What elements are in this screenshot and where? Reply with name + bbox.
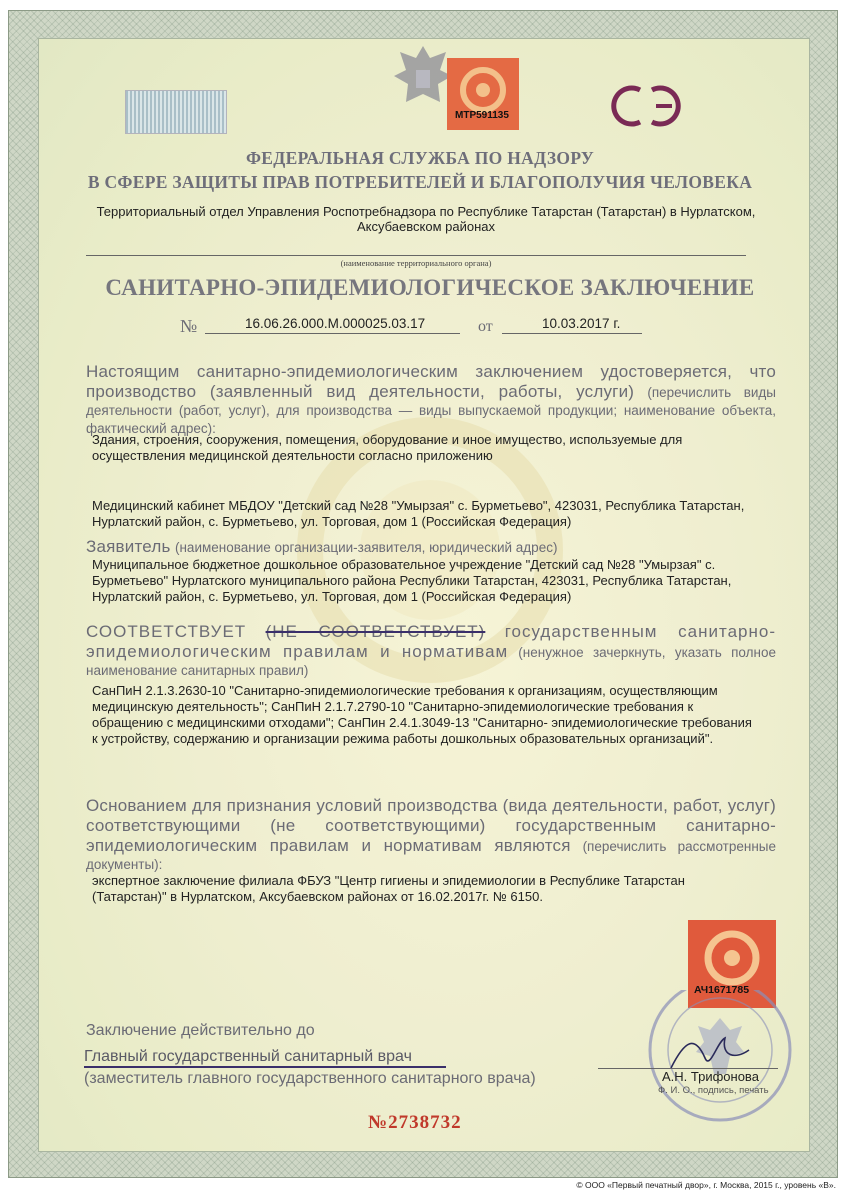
signatory-name: А.Н. Трифонова (662, 1069, 759, 1084)
applicant-value: Муниципальное бюджетное дошкольное образовательное учреждение "Детский сад №28 "Умырзая" с. Бурметьево" Нурлатского муниципального района Республики Татарстан, 423031, Республика Татарстан, Нурлатский район, с. Бурметьево, ул. Торговая, дом 1 (Российская Федерация) (92, 557, 732, 604)
conformity-statement (86, 622, 776, 680)
certificate-number: 16.06.26.000.М.000025.03.17 (245, 316, 426, 331)
date-label: от (478, 318, 493, 335)
se-logo-icon (610, 82, 686, 130)
basis-text: Основанием для признания условий производства (вида деятельности, работ, услуг) соответствующими (не соответствующими) государственным санитарно-эпидемиологическим правилам и нормативам являются (86, 796, 776, 855)
header-line-2: В СФЕРЕ ЗАЩИТЫ ПРАВ ПОТРЕБИТЕЛЕЙ И БЛАГОПОЛУЧИЯ ЧЕЛОВЕКА (87, 172, 753, 192)
not-complies-label: (НЕ СООТВЕТСТВУЕТ) (265, 622, 486, 641)
conformity-note: (ненужное зачеркнуть, указать полное наименование санитарных правил) (86, 645, 776, 678)
hologram-bottom-code: АЧ1671785 (694, 984, 750, 996)
sanitary-rules: СанПиН 2.1.3.2630-10 "Санитарно-эпидемиологические требования к организациям, осуществляющим медицинскую деятельность"; СанПиН 2.1.7.2790-10 "Санитарно-эпидемиологические требования к обращению с медицинскими отходами"; СанПин 2.4.1.3049-13 "Санитарно- эпидемиологические требования к устройству, содержанию и организации режима работы дошкольных образовательных организаций". (92, 683, 752, 746)
basis-note: (перечислить рассмотренные документы): (86, 839, 776, 872)
conformity-logo (610, 82, 686, 130)
position-underline (84, 1066, 446, 1068)
conformity-rest: государственным санитарно-эпидемиологическим правилам и нормативам (86, 622, 776, 661)
object-address: Медицинский кабинет МБДОУ "Детский сад №28 "Умырзая" с. Бурметьево", 423031, Республика Татарстан, Нурлатский район, с. Бурметьево, ул. Торговая, дом 1 (Российская Федерация) (92, 498, 745, 529)
blank-serial-number: №2738732 (368, 1112, 462, 1133)
basis-value: экспертное заключение филиала ФБУЗ "Центр гигиены и эпидемиологии в Республике Татарстан (Татарстан)" в Нурлатском, Аксубаевском районах от 16.02.2017г. № 6150. (92, 873, 685, 904)
organ-caption: (наименование территориального органа) (340, 258, 492, 268)
number-underline (205, 333, 460, 334)
signatory-position-alt: (заместитель главного государственного санитарного врача) (84, 1070, 536, 1087)
date-underline (502, 333, 642, 334)
printer-imprint: © ООО «Первый печатный двор», г. Москва, 2015 г., уровень «В». (576, 1180, 836, 1190)
applicant-heading (86, 537, 766, 557)
header-line-1: ФЕДЕРАЛЬНАЯ СЛУЖБА ПО НАДЗОРУ (245, 148, 595, 168)
certify-note: (перечислить виды деятельности (работ, услуг), для производства — виды выпускаемой продукции; наименование объекта, фактический адрес): (86, 385, 777, 436)
hologram-sticker-top (447, 58, 519, 130)
basis-statement (86, 796, 776, 874)
validity-label: Заключение действительно до (86, 1022, 315, 1039)
applicant-label: Заявитель (86, 537, 171, 556)
territorial-organ: Территориальный отдел Управления Роспотребнадзора по Республике Татарстан (Татарстан) в Нурлатском, Аксубаевском районах (96, 204, 756, 234)
signature-caption: Ф. И. О., подпись, печать (658, 1085, 769, 1096)
applicant-note: (наименование организации-заявителя, юридический адрес) (174, 540, 558, 555)
document-title: САНИТАРНО-ЭПИДЕМИОЛОГИЧЕСКОЕ ЗАКЛЮЧЕНИЕ (105, 275, 755, 300)
activity-description: Здания, строения, сооружения, помещения, оборудование и иное имущество, используемые для осуществления медицинской деятельности согласно приложению (92, 432, 683, 463)
number-label: № (180, 316, 198, 336)
organ-underline (86, 255, 746, 256)
hologram-top-code: МТР591135 (455, 110, 509, 121)
security-hologram-strip (125, 90, 227, 134)
certify-text: Настоящим санитарно-эпидемиологическим заключением удостоверяется, что производство (заявленный вид деятельности, работы, услуги) (86, 362, 776, 401)
certify-statement (86, 362, 776, 438)
complies-label: СООТВЕТСТВУЕТ (86, 622, 247, 641)
signatory-position: Главный государственный санитарный врач (84, 1048, 412, 1065)
certificate-date: 10.03.2017 г. (542, 316, 621, 331)
